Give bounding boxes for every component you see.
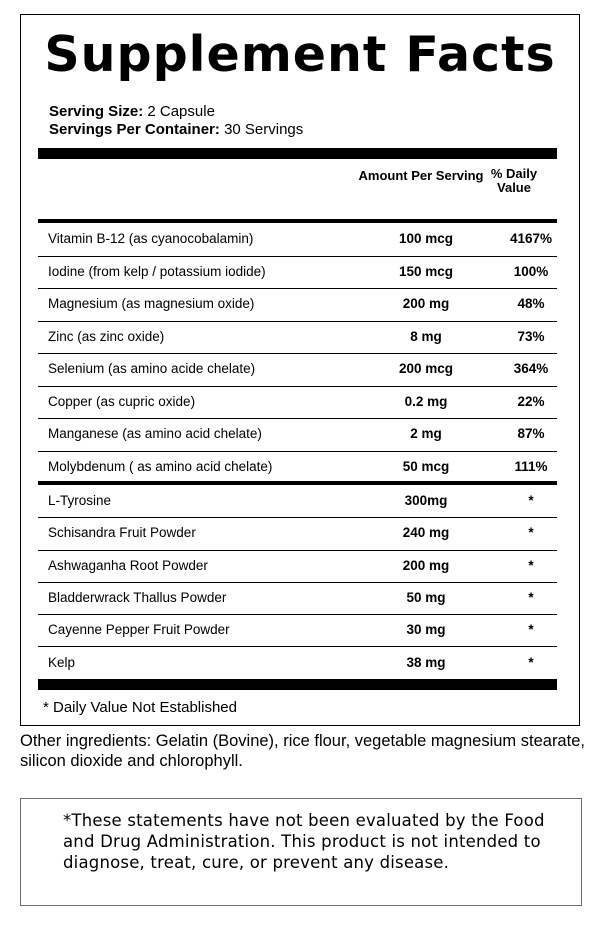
ingredient-name: Manganese (as amino acid chelate) bbox=[48, 426, 262, 441]
other-ingredients: Other ingredients: Gelatin (Bovine), rice flour, vegetable magnesium stearate, silicon dioxide and chlorophyll. bbox=[20, 732, 585, 770]
ingredient-row bbox=[38, 256, 557, 290]
servings-per-container bbox=[49, 121, 303, 139]
servings-per-container-label: Servings Per Container: bbox=[49, 121, 220, 138]
ingredient-daily-value: * bbox=[528, 493, 534, 508]
label-title: Supplement Facts bbox=[44, 26, 556, 83]
ingredient-amount: 8 mg bbox=[410, 328, 442, 344]
ingredient-name: Molybdenum ( as amino acid chelate) bbox=[48, 458, 273, 474]
ingredient-row bbox=[38, 647, 557, 679]
ingredient-daily-value: 87% bbox=[517, 426, 545, 441]
ingredient-name: Bladderwrack Thallus Powder bbox=[48, 589, 227, 605]
ingredient-daily-value: 100% bbox=[513, 263, 549, 279]
bottom-divider bbox=[38, 679, 557, 690]
serving-size-label: Serving Size: bbox=[49, 103, 144, 120]
ingredient-amount: 50 mg bbox=[406, 589, 446, 605]
ingredient-row bbox=[38, 223, 557, 257]
ingredient-daily-value: 4167% bbox=[509, 231, 553, 246]
ingredient-row bbox=[38, 353, 557, 387]
top-divider bbox=[38, 148, 557, 159]
ingredient-daily-value: * bbox=[528, 622, 534, 638]
ingredient-daily-value: 73% bbox=[517, 328, 545, 344]
ingredient-name: Vitamin B-12 (as cyanocobalamin) bbox=[48, 231, 254, 246]
ingredient-amount: 30 mg bbox=[406, 622, 446, 638]
ingredient-row bbox=[38, 614, 557, 647]
ingredient-daily-value: 48% bbox=[517, 296, 545, 311]
ingredient-amount: 300mg bbox=[404, 493, 448, 508]
ingredient-amount: 150 mcg bbox=[398, 263, 454, 279]
ingredient-row bbox=[38, 288, 557, 322]
fda-disclaimer-box bbox=[20, 798, 582, 906]
amount-per-serving-header: Amount Per Serving bbox=[358, 168, 484, 183]
ingredient-daily-value: 111% bbox=[514, 458, 548, 474]
serving-size bbox=[49, 103, 303, 121]
ingredient-amount: 100 mcg bbox=[398, 231, 454, 246]
daily-value-footnote: * Daily Value Not Established bbox=[43, 699, 237, 716]
ingredient-amount: 38 mg bbox=[406, 654, 446, 670]
ingredient-name: Zinc (as zinc oxide) bbox=[48, 328, 165, 344]
ingredient-row bbox=[38, 582, 557, 615]
servings-per-container-value: 30 Servings bbox=[224, 121, 304, 138]
ingredient-daily-value: 22% bbox=[517, 393, 545, 409]
ingredient-amount: 200 mcg bbox=[398, 361, 454, 376]
ingredient-daily-value: * bbox=[528, 654, 534, 670]
ingredient-amount: 50 mcg bbox=[402, 458, 450, 474]
ingredient-name: Magnesium (as magnesium oxide) bbox=[48, 296, 255, 311]
supplement-facts-panel bbox=[20, 14, 580, 726]
ingredient-name: Iodine (from kelp / potassium iodide) bbox=[48, 263, 266, 279]
ingredient-row bbox=[38, 321, 557, 355]
serving-info bbox=[49, 103, 303, 139]
ingredient-row bbox=[38, 386, 557, 420]
ingredient-row bbox=[38, 418, 557, 452]
ingredient-daily-value: * bbox=[528, 525, 534, 541]
ingredient-name: Ashwaganha Root Powder bbox=[48, 557, 208, 573]
ingredient-row bbox=[38, 517, 557, 550]
ingredient-daily-value: * bbox=[528, 589, 534, 605]
ingredient-name: Cayenne Pepper Fruit Powder bbox=[48, 622, 230, 638]
ingredient-name: Copper (as cupric oxide) bbox=[48, 393, 196, 409]
daily-value-header: % Daily Value bbox=[490, 166, 538, 195]
ingredient-name: Schisandra Fruit Powder bbox=[48, 525, 196, 541]
fda-disclaimer-text: *These statements have not been evaluated by the Food and Drug Administration. This product is not intended to diagnose, treat, cure, or prevent any disease. bbox=[63, 811, 545, 872]
ingredient-name: Kelp bbox=[48, 654, 76, 670]
ingredient-name: Selenium (as amino acide chelate) bbox=[48, 361, 256, 376]
ingredient-amount: 0.2 mg bbox=[404, 393, 448, 409]
ingredient-row bbox=[38, 550, 557, 583]
ingredient-amount: 200 mg bbox=[402, 296, 450, 311]
ingredient-row bbox=[38, 451, 557, 484]
ingredient-daily-value: 364% bbox=[513, 361, 549, 376]
ingredient-amount: 2 mg bbox=[410, 426, 442, 441]
ingredient-amount: 200 mg bbox=[402, 557, 450, 573]
ingredient-name: L-Tyrosine bbox=[48, 493, 112, 508]
ingredient-amount: 240 mg bbox=[402, 525, 450, 541]
serving-size-value: 2 Capsule bbox=[147, 103, 215, 120]
ingredient-row bbox=[38, 485, 557, 518]
ingredient-daily-value: * bbox=[528, 557, 534, 573]
